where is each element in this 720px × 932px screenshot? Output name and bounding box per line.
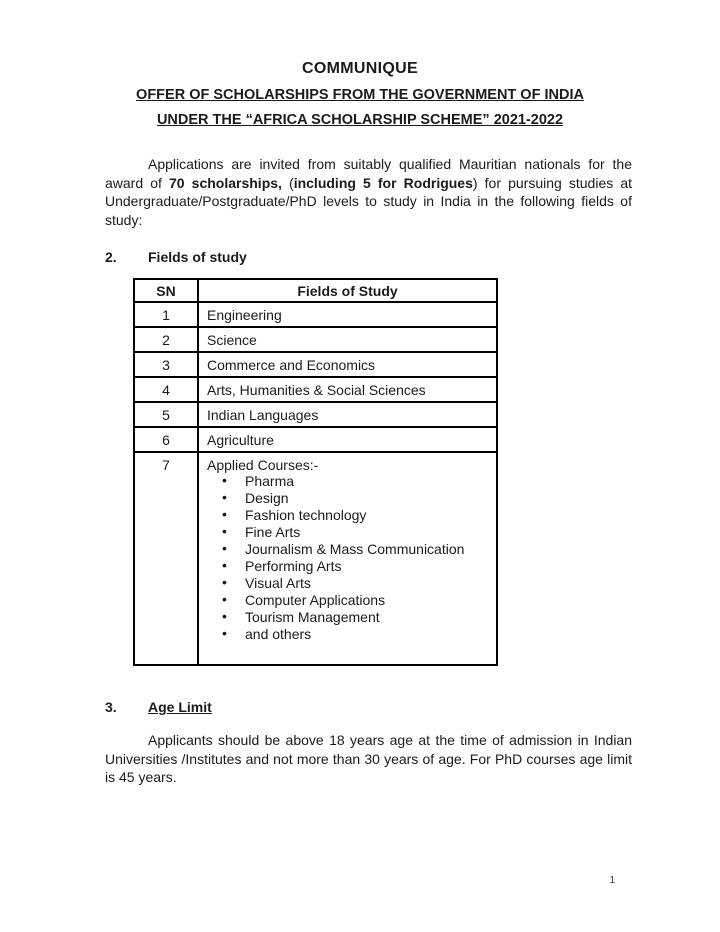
intro-bold-rodrigues: including 5 for Rodrigues: [293, 174, 473, 191]
bullet-icon: •: [222, 574, 227, 590]
bullet-icon: •: [222, 608, 227, 624]
intro-bold-scholarships: 70 scholarships,: [169, 174, 282, 191]
table-row: [134, 377, 497, 402]
bullet-icon: •: [222, 591, 227, 607]
sn-cell: 3: [134, 352, 198, 377]
subtitle-offer: OFFER OF SCHOLARSHIPS FROM THE GOVERNMENT OF INDIA: [136, 87, 584, 103]
bullet-icon: •: [222, 472, 227, 488]
intro-text-pre: Applications are invited from suitably qualified Mauritian nationals for the award of: [105, 156, 632, 191]
document-header: [0, 0, 720, 128]
document-body: [105, 155, 632, 787]
section-3-title: Age Limit: [148, 699, 212, 715]
intro-text-post: ) for pursuing studies at Undergraduate/Postgraduate/PhD levels to study in India in the following fields of study:: [105, 174, 633, 228]
bullet-item: [207, 473, 490, 490]
bullet-item: [207, 524, 490, 541]
age-limit-paragraph: Applicants should be above 18 years age at the time of admission in Indian Universities /Institutes and not more than 30 years of age. For PhD courses age limit is 45 years.: [105, 732, 632, 785]
bullet-item: [207, 490, 490, 507]
bullet-icon: •: [222, 506, 227, 522]
table-header-row: [134, 279, 497, 302]
bullet-item-label: Computer Applications: [245, 592, 386, 608]
table-row: [134, 302, 497, 327]
table-row: [134, 327, 497, 352]
field-cell: Engineering: [198, 302, 497, 327]
field-cell: Indian Languages: [198, 402, 497, 427]
page-title: COMMUNIQUE: [302, 60, 418, 77]
bullet-icon: •: [222, 540, 227, 556]
table-row: [134, 427, 497, 452]
bullet-item-label: Journalism & Mass Communication: [245, 541, 465, 557]
subtitle-scheme: UNDER THE “AFRICA SCHOLARSHIP SCHEME” 2021-2022: [156, 112, 564, 128]
applied-courses-bullet-list: [207, 473, 490, 643]
field-cell: Science: [198, 327, 497, 352]
table-row: [134, 402, 497, 427]
field-cell: [198, 452, 497, 665]
bullet-item: [207, 507, 490, 524]
bullet-item: [207, 541, 490, 558]
applied-courses-label: Applied Courses:-: [207, 457, 319, 473]
section-2-number: 2.: [105, 249, 117, 265]
fields-of-study-table: [133, 278, 498, 666]
bullet-item-label: Tourism Management: [245, 609, 380, 625]
bullet-item: [207, 575, 490, 592]
bullet-item: [207, 626, 490, 643]
field-cell: Arts, Humanities & Social Sciences: [198, 377, 497, 402]
section-3-heading: [105, 699, 632, 715]
intro-paragraph: [105, 155, 632, 229]
section-2-heading: [105, 249, 632, 265]
sn-cell: 2: [134, 327, 198, 352]
table-row: [134, 452, 497, 665]
bullet-item-label: Fine Arts: [245, 524, 301, 540]
bullet-item-label: Pharma: [245, 473, 295, 489]
table-header-sn: SN: [134, 279, 198, 302]
bullet-icon: •: [222, 523, 227, 539]
section-2-title: Fields of study: [148, 249, 247, 265]
page-number: 1: [609, 875, 615, 886]
section-3-number: 3.: [105, 699, 117, 715]
table-header-fields: Fields of Study: [198, 279, 497, 302]
sn-cell: 6: [134, 427, 198, 452]
sn-cell: 7: [134, 452, 198, 665]
bullet-item-label: Fashion technology: [245, 507, 367, 523]
field-cell: Agriculture: [198, 427, 497, 452]
sn-cell: 5: [134, 402, 198, 427]
bullet-icon: •: [222, 489, 227, 505]
sn-cell: 4: [134, 377, 198, 402]
bullet-item-label: Design: [245, 490, 289, 506]
bullet-icon: •: [222, 625, 227, 641]
bullet-icon: •: [222, 557, 227, 573]
bullet-item-label: Visual Arts: [245, 575, 311, 591]
bullet-item: [207, 558, 490, 575]
table-row: [134, 352, 497, 377]
bullet-item-label: Performing Arts: [245, 558, 342, 574]
sn-cell: 1: [134, 302, 198, 327]
bullet-item: [207, 592, 490, 609]
bullet-item-label: and others: [245, 626, 312, 642]
intro-text-mid: (: [281, 174, 294, 191]
field-cell: Commerce and Economics: [198, 352, 497, 377]
bullet-item: [207, 609, 490, 626]
